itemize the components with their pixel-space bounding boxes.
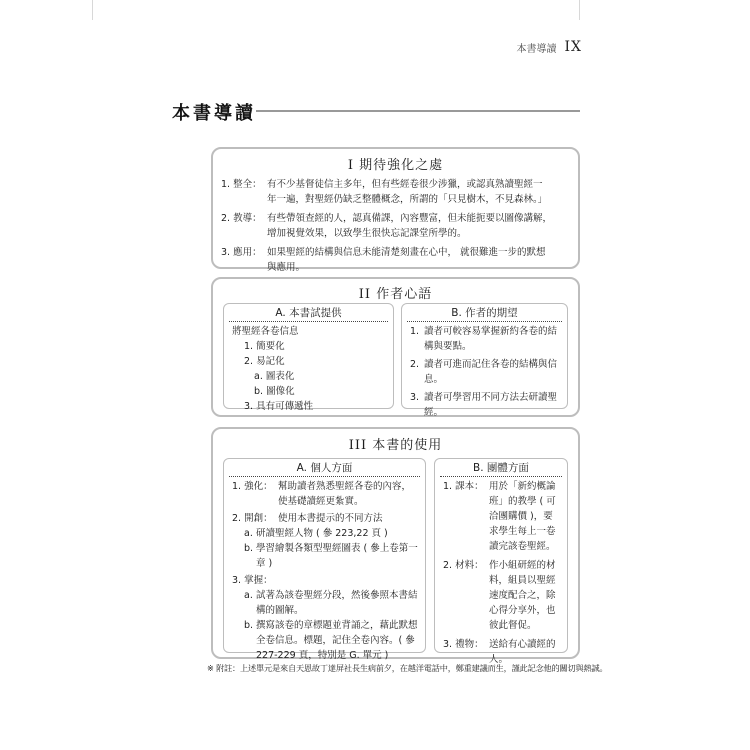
subbox-provides: A. 本書試提供 將聖經各卷信息 1. 簡要化 2. 易記化 a. 圖表化 b. 圖像化 3. 具有可傳遞性 (223, 303, 394, 409)
box-author-notes (211, 277, 580, 417)
list-item: 1. 課本： 用於「新約概論班」的教學 ( 可洽團購價 )，要求學生每上一卷讀完該卷聖經。 (443, 481, 556, 552)
list-item: 2. 教導： 有些帶領查經的人，認真備課，內容豐富，但未能扼要以圖像講解， 增加視覺效果，以致學生很快忘記課堂所學的。 (221, 213, 553, 239)
sub-item: a. 試著為該卷聖經分段，然後參照本書結構的圖解。 (244, 590, 418, 616)
list-item: 1. 整全： 有不少基督徒信主多年，但有些經卷很少涉獵，或認真熟讀聖經一 年一遍，對聖經仍缺乏整體概念，所謂的「只見樹木，不見森林。」 (221, 179, 548, 205)
list-item: 3. 讀者可學習用不同方法去研讀聖經。 (410, 392, 558, 418)
list-item: 3. 掌握： (232, 575, 273, 586)
subbox-title: B. 作者的期望 (407, 304, 562, 322)
box-usage (211, 427, 580, 665)
subbox-title: B. 團體方面 (440, 459, 562, 477)
box-title: III 本書的使用 (348, 438, 443, 453)
subbox-title: A. 本書試提供 (229, 304, 388, 322)
subbox-personal (223, 458, 426, 661)
list-item: 3. 禮物： 送給有心讀經的人。 (443, 639, 556, 665)
footnote: ※ 附註：上述單元是來自天恩故丁達屏社長生病前夕，在越洋電話中，鄭重建議而生，謹此記念他的關切與熱誠。 (207, 663, 608, 673)
list-item: 2. 材料： 作小組研經的材料，組員以聖經速度配合之，除心得分享外，也彼此督促。 (443, 560, 556, 631)
section-rule (256, 110, 580, 112)
list-item: 1. 讀者可較容易掌握新約各卷的結構與要點。 (410, 326, 558, 352)
page-number: IX (564, 39, 582, 55)
page-edge (92, 0, 580, 20)
running-header-title: 本書導讀 (516, 43, 557, 55)
list-item: 2. 開創： 使用本書提示的不同方法 (232, 513, 383, 524)
subbox-group (434, 458, 568, 665)
box-title: I 期待強化之處 (347, 158, 444, 173)
section-title: 本書導讀 (172, 103, 256, 124)
box-expectations (211, 147, 580, 273)
subbox-expectations (401, 303, 568, 418)
list-item: 2. 讀者可進而記住各卷的結構與信息。 (410, 359, 558, 385)
sub-item: b. 撰寫該卷的章標題並背誦之，藉此默想全卷信息。標題，記住全卷內容。( 參 227-229 頁，特別是 G. 單元 ) (244, 620, 418, 661)
box-title: II 作者心語 (358, 287, 433, 302)
sub-item: a. 研讀聖經人物 ( 參 223,22 頁 ) (244, 528, 388, 539)
subbox-title: A. 個人方面 (229, 459, 420, 477)
sub-item: b. 學習繪製各類型聖經圖表 ( 參上卷第一章 ) (244, 543, 418, 569)
running-header (517, 39, 583, 55)
list-item: 1. 強化： 幫助讀者熟悉聖經各卷的內容， 使基礎讀經更紮實。 (232, 481, 412, 507)
list-item: 3. 應用： 如果聖經的結構與信息未能清楚刻畫在心中， 就很難進一步的默想 與應用。 (221, 247, 546, 273)
